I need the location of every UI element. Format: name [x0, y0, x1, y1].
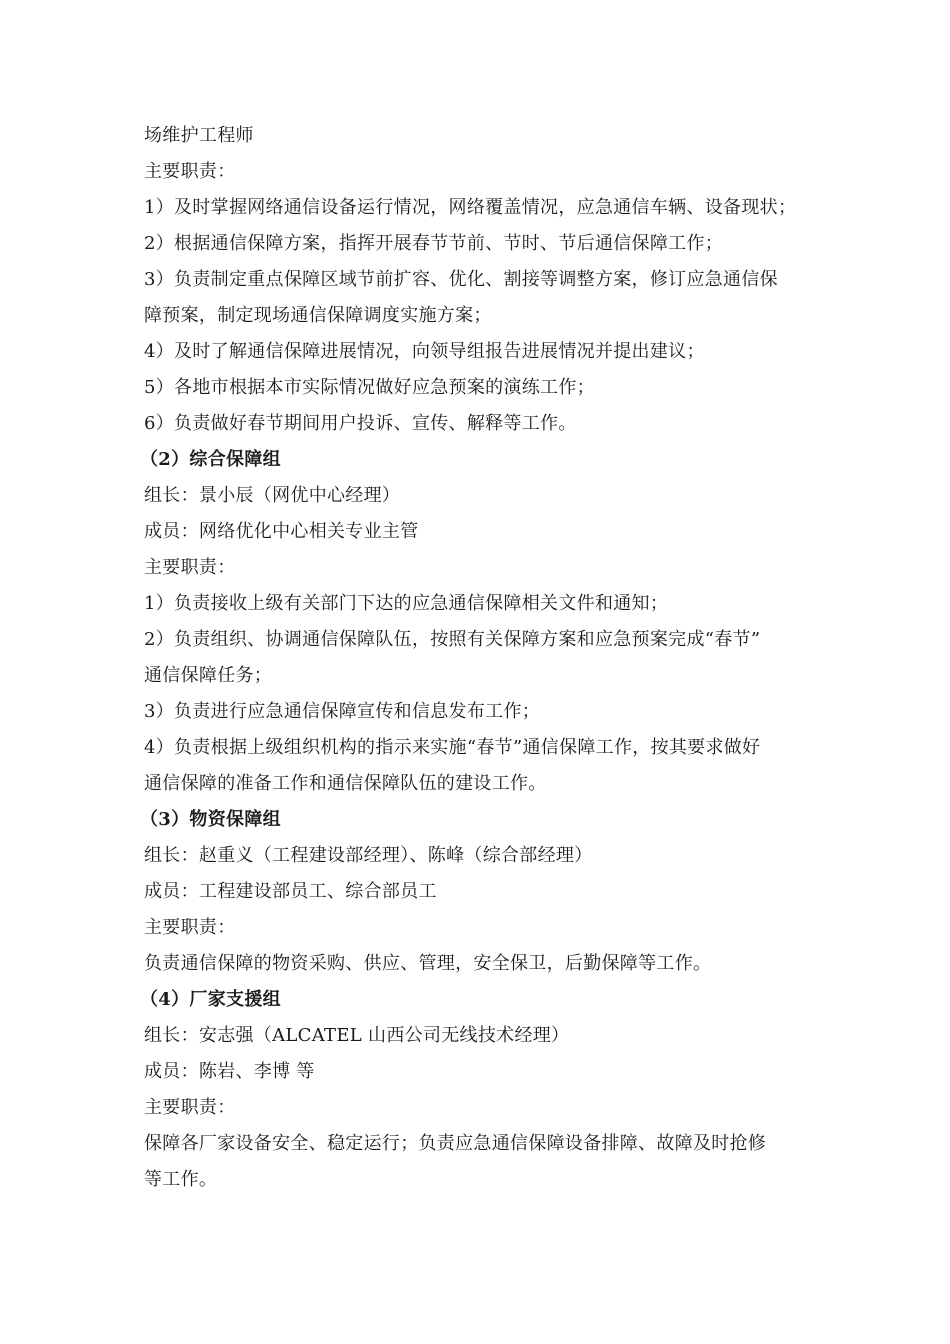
text-line: 主要职责：	[144, 1097, 236, 1118]
text-line: 1）负责接收上级有关部门下达的应急通信保障相关文件和通知；	[144, 593, 669, 614]
text-line: 负责通信保障的物资采购、供应、管理，安全保卫，后勤保障等工作。	[144, 953, 712, 974]
text-line: 障预案，制定现场通信保障调度实施方案；	[144, 305, 492, 326]
text-line: 3）负责制定重点保障区域节前扩容、优化、割接等调整方案，修订应急通信保	[144, 269, 778, 290]
text-line: 5）各地市根据本市实际情况做好应急预案的演练工作；	[144, 377, 595, 398]
text-line: 场维护工程师	[144, 125, 254, 146]
text-line: 主要职责：	[144, 557, 236, 578]
text-line: 等工作。	[144, 1169, 218, 1190]
text-line: 4）负责根据上级组织机构的指示来实施“春节”通信保障工作，按其要求做好	[144, 737, 761, 758]
section-heading: （2）综合保障组	[140, 449, 281, 470]
section-heading: （3）物资保障组	[140, 809, 281, 830]
text-line: 6）负责做好春节期间用户投诉、宣传、解释等工作。	[144, 413, 577, 434]
text-line: 组长：赵重义（工程建设部经理）、陈峰（综合部经理）	[144, 845, 593, 866]
text-line: 2）根据通信保障方案，指挥开展春节节前、节时、节后通信保障工作；	[144, 233, 724, 254]
text-line: 通信保障的准备工作和通信保障队伍的建设工作。	[144, 773, 547, 794]
text-line: 1）及时掌握网络通信设备运行情况，网络覆盖情况，应急通信车辆、设备现状；	[144, 197, 797, 218]
text-line: 主要职责：	[144, 161, 236, 182]
text-line: 2）负责组织、协调通信保障队伍，按照有关保障方案和应急预案完成“春节”	[144, 629, 761, 650]
text-line: 3）负责进行应急通信保障宣传和信息发布工作；	[144, 701, 541, 722]
text-line: 通信保障任务；	[144, 665, 273, 686]
text-line: 组长：安志强（ALCATEL 山西公司无线技术经理）	[144, 1025, 570, 1046]
text-line: 成员：陈岩、李博 等	[144, 1061, 315, 1082]
text-line: 组长：景小辰（网优中心经理）	[144, 485, 401, 506]
text-line: 成员：工程建设部员工、综合部员工	[144, 881, 437, 902]
section-heading: （4）厂家支援组	[140, 989, 281, 1010]
text-line: 成员：网络优化中心相关专业主管	[144, 521, 419, 542]
text-line: 保障各厂家设备安全、稳定运行；负责应急通信保障设备排障、故障及时抢修	[144, 1133, 767, 1154]
document-page	[140, 118, 824, 1198]
text-line: 主要职责：	[144, 917, 236, 938]
text-line: 4）及时了解通信保障进展情况，向领导组报告进展情况并提出建议；	[144, 341, 705, 362]
